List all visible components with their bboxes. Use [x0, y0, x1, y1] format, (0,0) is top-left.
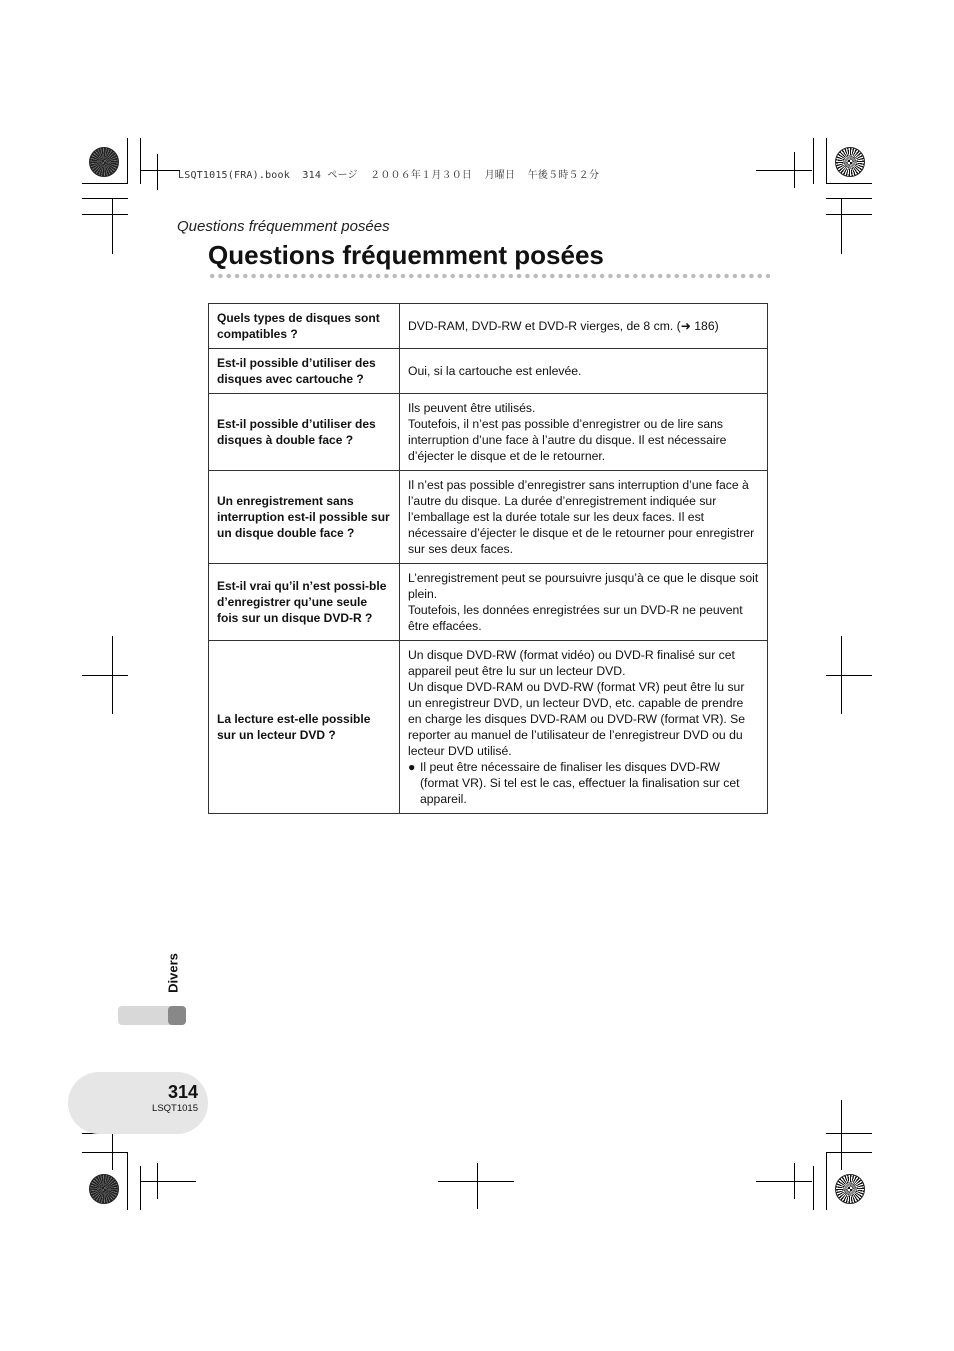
bullet-item — [408, 759, 759, 807]
registration-rosette — [89, 1174, 119, 1204]
page-title: Questions fréquemment posées — [208, 240, 604, 270]
page-number: 314 — [167, 1082, 198, 1102]
answer-paragraph: Il n’est pas possible d’enregistrer sans interruption d’une face à l’autre du disque. La durée d’enregistrement indiquée sur l’emballage est la durée totale sur les deux faces. Il est nécessaire d’éjecter le disque et de le retourner pour enregistrer sur ses deux faces. — [408, 478, 755, 556]
section-tab-marker — [168, 1006, 186, 1025]
table-row — [209, 641, 768, 814]
faq-answer — [400, 564, 768, 641]
faq-answer — [400, 394, 768, 471]
running-title: Questions fréquemment posées — [177, 218, 390, 235]
answer-paragraph: Oui, si la cartouche est enlevée. — [408, 364, 582, 378]
table-row — [209, 349, 768, 394]
section-side-label — [164, 948, 182, 998]
table-row — [209, 394, 768, 471]
page-code: LSQT1015 — [152, 1103, 198, 1114]
registration-rosette — [89, 147, 119, 177]
answer-paragraph: Toutefois, les données enregistrées sur un DVD-R ne peuvent être effacées. — [408, 603, 743, 633]
faq-question: Est-il possible d’utiliser des disques avec cartouche ? — [209, 349, 400, 394]
faq-question: Un enregistrement sans interruption est-il possible sur un disque double face ? — [209, 471, 400, 564]
answer-paragraph: L’enregistrement peut se poursuivre jusqu’à ce que le disque soit plein. — [408, 571, 759, 601]
faq-answer — [400, 471, 768, 564]
answer-paragraph: Un disque DVD-RW (format vidéo) ou DVD-R finalisé sur cet appareil peut être lu sur un lecteur DVD. — [408, 648, 735, 678]
print-header-info: LSQT1015(FRA).book 314 ページ ２００６年１月３０日 月曜日 午後５時５２分 — [178, 170, 600, 181]
faq-table — [208, 303, 768, 814]
faq-answer — [400, 304, 768, 349]
registration-rosette — [835, 147, 865, 177]
section-label-text: Divers — [165, 953, 181, 993]
registration-rosette — [835, 1174, 865, 1204]
table-row — [209, 564, 768, 641]
answer-paragraph: Un disque DVD-RAM ou DVD-RW (format VR) peut être lu sur un enregistreur DVD, un lecteur DVD, etc. capable de prendre en charge les disques DVD-RAM ou DVD-RW (format VR). Se reporter au manuel de l’utilisateur de l’enregistreur DVD ou du lecteur DVD utilisé. — [408, 680, 746, 758]
faq-answer — [400, 641, 768, 814]
faq-question: Est-il vrai qu’il n’est possi-ble d’enregistrer qu’une seule fois sur un disque DVD-R ? — [209, 564, 400, 641]
table-row — [209, 304, 768, 349]
answer-paragraph: DVD-RAM, DVD-RW et DVD-R vierges, de 8 cm. (➜ 186) — [408, 319, 719, 333]
answer-paragraph: Ils peuvent être utilisés. — [408, 401, 536, 415]
faq-question: Quels types de disques sont compatibles ? — [209, 304, 400, 349]
faq-answer — [400, 349, 768, 394]
dotted-divider — [208, 272, 770, 280]
bullet-text: Il peut être nécessaire de finaliser les disques DVD-RW (format VR). Si tel est le cas, effectuer la finalisation sur cet appareil. — [420, 760, 740, 806]
table-row — [209, 471, 768, 564]
faq-question: La lecture est-elle possible sur un lecteur DVD ? — [209, 641, 400, 814]
answer-paragraph: Toutefois, il n’est pas possible d’enregistrer ou de lire sans interruption d’une face à l’autre du disque. Il est nécessaire d’éjecter le disque et de le retourner. — [408, 417, 727, 463]
faq-question: Est-il possible d’utiliser des disques à double face ? — [209, 394, 400, 471]
bullet-icon: ● — [408, 760, 416, 774]
